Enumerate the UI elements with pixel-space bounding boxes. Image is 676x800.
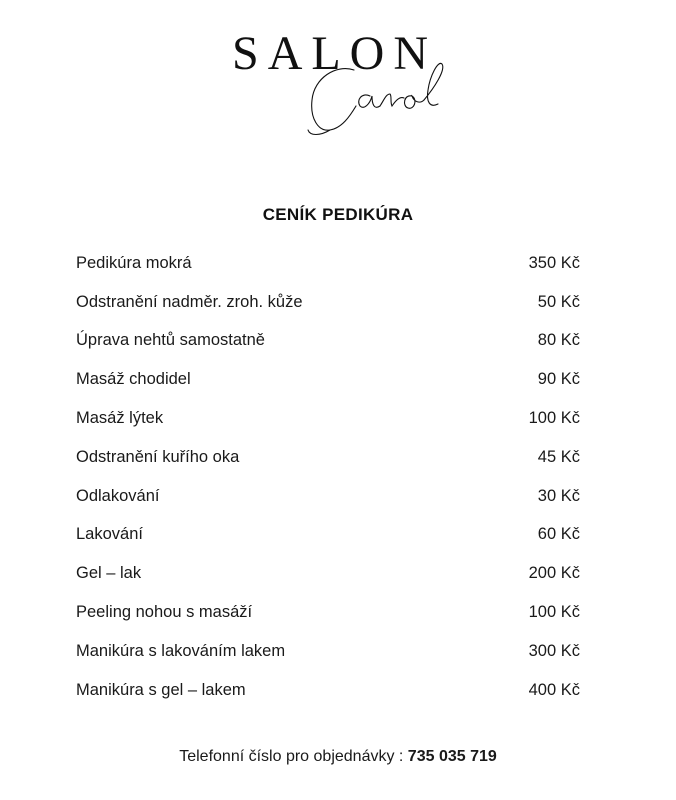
service-price: 60 Kč <box>537 525 580 544</box>
price-list <box>76 244 580 710</box>
service-name: Pedikúra mokrá <box>76 253 192 272</box>
service-price: 30 Kč <box>537 486 580 505</box>
footer-label: Telefonní číslo pro objednávky : <box>179 748 408 765</box>
service-name: Manikúra s gel – lakem <box>76 680 246 699</box>
service-price: 100 Kč <box>528 409 580 428</box>
service-price: 300 Kč <box>528 641 580 660</box>
phone-number[interactable]: 735 035 719 <box>407 748 497 765</box>
price-row <box>76 477 580 516</box>
price-row <box>76 671 580 710</box>
service-name: Úprava nehtů samostatně <box>76 331 265 350</box>
price-row <box>76 244 580 283</box>
price-row <box>76 554 580 593</box>
service-price: 350 Kč <box>528 253 580 272</box>
price-row <box>76 283 580 322</box>
price-row <box>76 593 580 632</box>
salon-logo <box>0 0 676 150</box>
contact-footer <box>0 748 676 766</box>
service-name: Odlakování <box>76 486 160 505</box>
price-row <box>76 322 580 361</box>
service-name: Odstranění kuřího oka <box>76 447 240 466</box>
service-name: Gel – lak <box>76 564 142 583</box>
service-price: 400 Kč <box>528 680 580 699</box>
service-price: 100 Kč <box>528 603 580 622</box>
logo-carol-script <box>296 56 476 146</box>
service-name: Lakování <box>76 525 143 544</box>
service-name: Odstranění nadměr. zroh. kůže <box>76 292 303 311</box>
logo-salon-text: SALON <box>232 27 438 80</box>
price-row <box>76 632 580 671</box>
service-name: Peeling nohou s masáží <box>76 603 253 622</box>
service-price: 45 Kč <box>537 447 580 466</box>
service-name: Masáž chodidel <box>76 370 191 389</box>
price-row <box>76 399 580 438</box>
price-row <box>76 360 580 399</box>
service-name: Masáž lýtek <box>76 409 164 428</box>
service-price: 50 Kč <box>537 292 580 311</box>
page-title: CENÍK PEDIKÚRA <box>262 205 414 224</box>
service-price: 80 Kč <box>537 331 580 350</box>
price-row <box>76 438 580 477</box>
service-price: 90 Kč <box>537 370 580 389</box>
service-price: 200 Kč <box>528 564 580 583</box>
price-row <box>76 516 580 555</box>
service-name: Manikúra s lakováním lakem <box>76 641 286 660</box>
